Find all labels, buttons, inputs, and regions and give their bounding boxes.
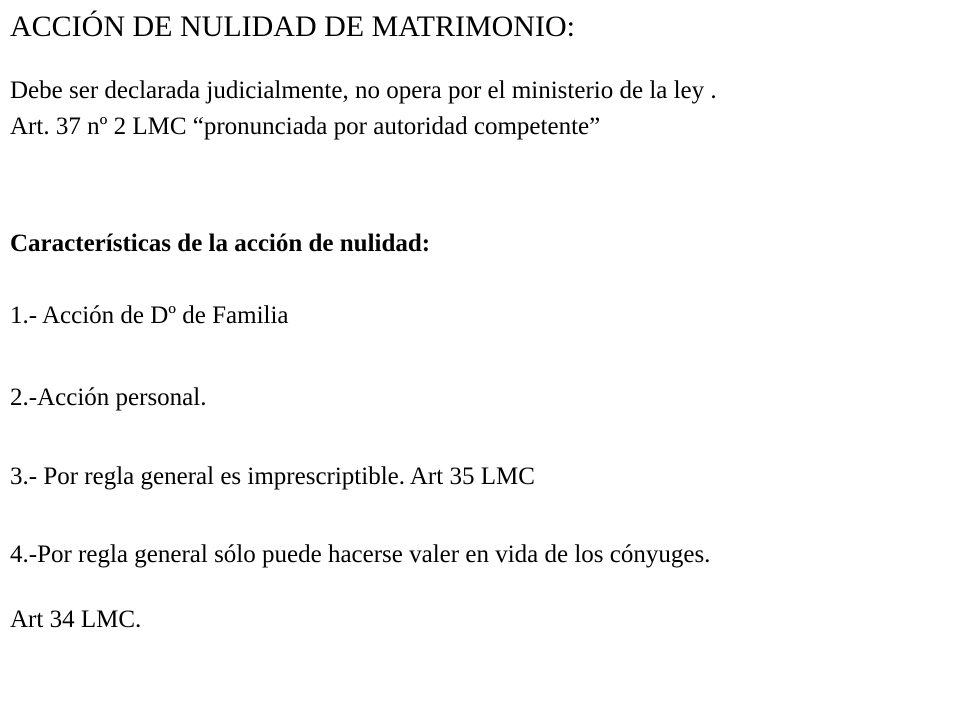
intro-line-1: Debe ser declarada judicialmente, no opera por el ministerio de la ley . — [10, 77, 717, 104]
list-item: 3.- Por regla general es imprescriptible. Art 35 LMC — [10, 463, 535, 490]
section-heading: Características de la acción de nulidad: — [10, 230, 431, 257]
list-item: 4.-Por regla general sólo puede hacerse valer en vida de los cónyuges. — [10, 541, 711, 568]
list-item: 1.- Acción de Dº de Familia — [10, 302, 289, 329]
intro-line-2: Art. 37 nº 2 LMC “pronunciada por autoridad competente” — [10, 113, 601, 140]
page-title: ACCIÓN DE NULIDAD DE MATRIMONIO: — [10, 10, 575, 43]
list-item: 2.-Acción personal. — [10, 384, 207, 411]
list-item-continuation: Art 34 LMC. — [10, 606, 142, 633]
